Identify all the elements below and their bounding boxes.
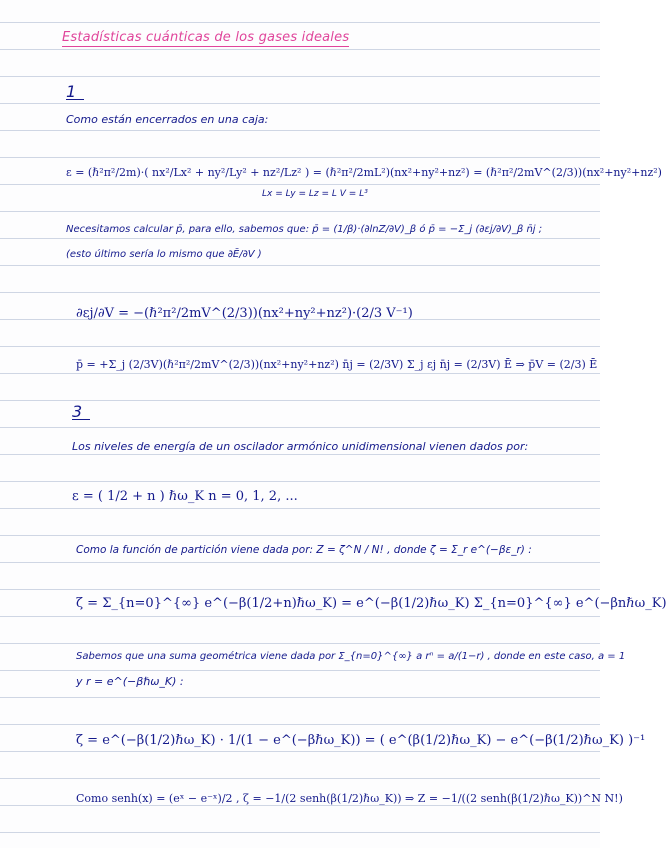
- equation-line: ε = ( 1/2 + n ) ℏω_K n = 0, 1, 2, ...: [72, 489, 298, 504]
- text-line: Necesitamos calcular p̄, para ello, sabemos que: p̄ = (1/β)·(∂lnZ/∂V)_β ó p̄ = −Σ_j (∂εj/∂V)_β n̄j ;: [66, 224, 543, 235]
- equation-line: ε = (ℏ²π²/2m)·( nx²/Lx² + ny²/Ly² + nz²/Lz² ) = (ℏ²π²/2mL²)(nx²+ny²+nz²) = (ℏ²π²/2mV^(2/3))(nx²+ny²+nz²): [66, 166, 662, 179]
- section-number: 1: [66, 82, 84, 100]
- text-line: (esto último sería lo mismo que ∂Ē/∂V ): [66, 249, 262, 260]
- equation-line: ζ = Σ_{n=0}^{∞} e^(−β(1/2+n)ℏω_K) = e^(−β(1/2)ℏω_K) Σ_{n=0}^{∞} e^(−βnℏω_K): [76, 596, 667, 611]
- equation-subnote: Lx = Ly = Lz = L V = L³: [262, 189, 368, 199]
- equation-line: p̄ = +Σ_j (2/3V)(ℏ²π²/2mV^(2/3))(nx²+ny²+nz²) n̄j = (2/3V) Σ_j εj n̄j = (2/3V) Ē ⇒ p̄V = (2/3) Ē: [76, 358, 598, 371]
- text-line: Como están encerrados en una caja:: [66, 113, 269, 126]
- page-title: Estadísticas cuánticas de los gases ideales: [62, 30, 350, 45]
- text-line: Los niveles de energía de un oscilador armónico unidimensional vienen dados por:: [72, 440, 529, 453]
- equation-line: ζ = e^(−β(1/2)ℏω_K) · 1/(1 − e^(−βℏω_K)) = ( e^(β(1/2)ℏω_K) − e^(−β(1/2)ℏω_K) )⁻¹: [76, 733, 646, 748]
- text-line: Sabemos que una suma geométrica viene dada por Σ_{n=0}^{∞} a rⁿ = a/(1−r) , donde en este caso, a = 1: [76, 651, 626, 662]
- section-number: 3: [72, 402, 90, 420]
- text-line: y r = e^(−βℏω_K) :: [76, 675, 184, 688]
- equation-line: Como senh(x) = (eˣ − e⁻ˣ)/2 , ζ = −1/(2 senh(β(1/2)ℏω_K)) ⇒ Z = −1/((2 senh(β(1/2)ℏω_K))^N N!): [76, 792, 623, 805]
- equation-line: ∂εj/∂V = −(ℏ²π²/2mV^(2/3))(nx²+ny²+nz²)·(2/3 V⁻¹): [76, 306, 413, 321]
- text-line: Como la función de partición viene dada por: Z = ζ^N / N! , donde ζ = Σ_r e^(−βε_r) :: [76, 544, 532, 556]
